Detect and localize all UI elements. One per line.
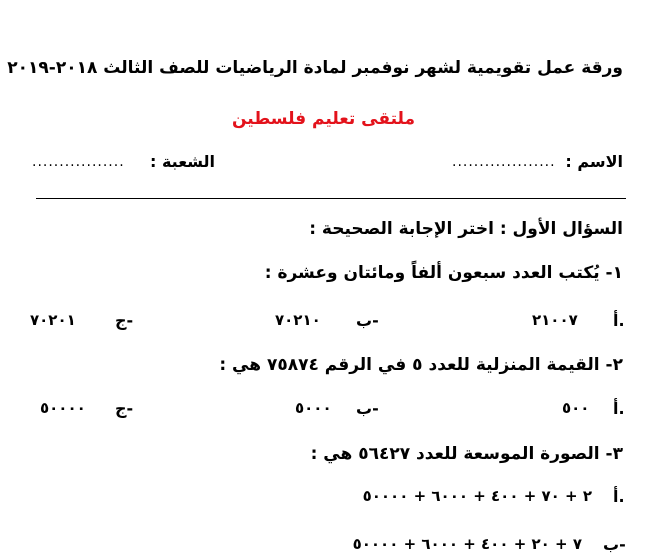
item2-option-c-letter: ج- <box>115 399 134 418</box>
item2-option-c-value: ٥٠٠٠٠ <box>40 399 86 417</box>
item1-option-a-letter: أ. <box>613 311 625 330</box>
worksheet-subtitle: ملتقى تعليم فلسطين <box>231 109 416 129</box>
item1-option-b-value: ٧٠٢١٠ <box>275 311 321 329</box>
section-blank: ................. <box>32 154 125 170</box>
item3-option-b-letter: ب- <box>603 535 626 554</box>
item2-option-b-letter: ب- <box>356 399 379 418</box>
item1-option-b-letter: ب- <box>356 311 379 330</box>
name-label: الاسم : <box>565 152 623 171</box>
question1-heading: السؤال الأول : اختر الإجابة الصحيحة : <box>309 219 623 239</box>
item1-option-c-letter: ج- <box>115 311 134 330</box>
worksheet-title: ورقة عمل تقويمية لشهر نوفمبر لمادة الرياضيات للصف الثالث ٢٠١٨-٢٠١٩ <box>7 58 623 78</box>
item2-prompt: ٢- القيمة المنزلية للعدد ٥ في الرقم ٧٥٨٧٤ هي : <box>219 355 623 375</box>
item3-option-a-value: ٢ + ٧٠ + ٤٠٠ + ٦٠٠٠ + ٥٠٠٠٠ <box>362 487 592 505</box>
item3-prompt: ٣- الصورة الموسعة للعدد ٥٦٤٢٧ هي : <box>310 444 623 464</box>
item1-option-a-value: ٢١٠٠٧ <box>532 311 578 329</box>
item2-option-a-value: ٥٠٠ <box>562 399 590 417</box>
item2-option-b-value: ٥٠٠٠ <box>295 399 332 417</box>
section-label: الشعبة : <box>149 152 215 171</box>
name-blank: ................... <box>452 154 556 170</box>
header-divider <box>36 198 626 199</box>
item3-option-b-value: ٧ + ٢٠ + ٤٠٠ + ٦٠٠٠ + ٥٠٠٠٠ <box>352 535 582 553</box>
item1-prompt: ١- يُكتب العدد سبعون ألفاً ومائتان وعشرة : <box>264 263 623 283</box>
item1-option-c-value: ٧٠٢٠١ <box>30 311 76 329</box>
item2-option-a-letter: أ. <box>613 399 625 418</box>
item3-option-a-letter: أ. <box>613 487 625 506</box>
